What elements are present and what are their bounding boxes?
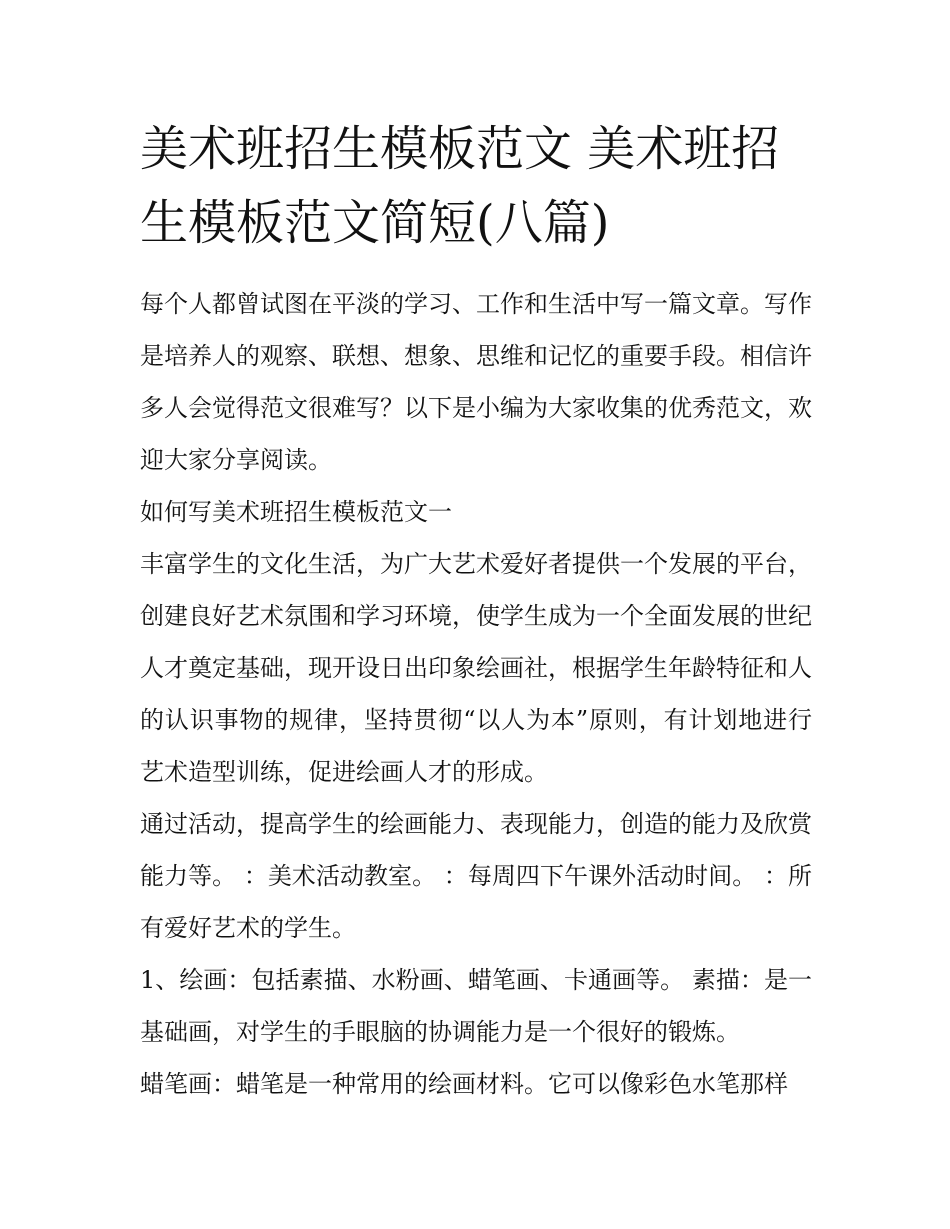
document-title: 美术班招生模板范文 美术班招生模板范文简短(八篇): [140, 121, 780, 251]
body-paragraph: 丰富学生的文化生活，为广大艺术爱好者提供一个发展的平台，创建良好艺术氛围和学习环境，使学生成为一个全面发展的世纪人才奠定基础，现开设日出印象绘画社，根据学生年龄特征和人的认识事物的规律，坚持贯彻“以人为本”原则，有计划地进行艺术造型训练，促进绘画人才的形成。: [140, 550, 812, 786]
intro-paragraph: 每个人都曾试图在平淡的学习、工作和生活中写一篇文章。写作是培养人的观察、联想、想象、思维和记忆的重要手段。相信许多人会觉得范文很难写？以下是小编为大家收集的优秀范文，欢迎大家分享阅读。: [140, 290, 812, 474]
section-heading: 如何写美术班招生模板范文一: [140, 498, 452, 526]
body-paragraph: 1、绘画：包括素描、水粉画、蜡笔画、卡通画等。 素描：是一基础画，对学生的手眼脑的协调能力是一个很好的锻炼。: [140, 966, 812, 1046]
document-page: [140, 112, 812, 1110]
body-paragraph: 通过活动，提高学生的绘画能力、表现能力，创造的能力及欣赏能力等。 ：美术活动教室。 ：每周四下午课外活动时间。 ：所有爱好艺术的学生。: [140, 810, 812, 942]
body-paragraph: 蜡笔画：蜡笔是一种常用的绘画材料。它可以像彩色水笔那样: [140, 1070, 788, 1098]
